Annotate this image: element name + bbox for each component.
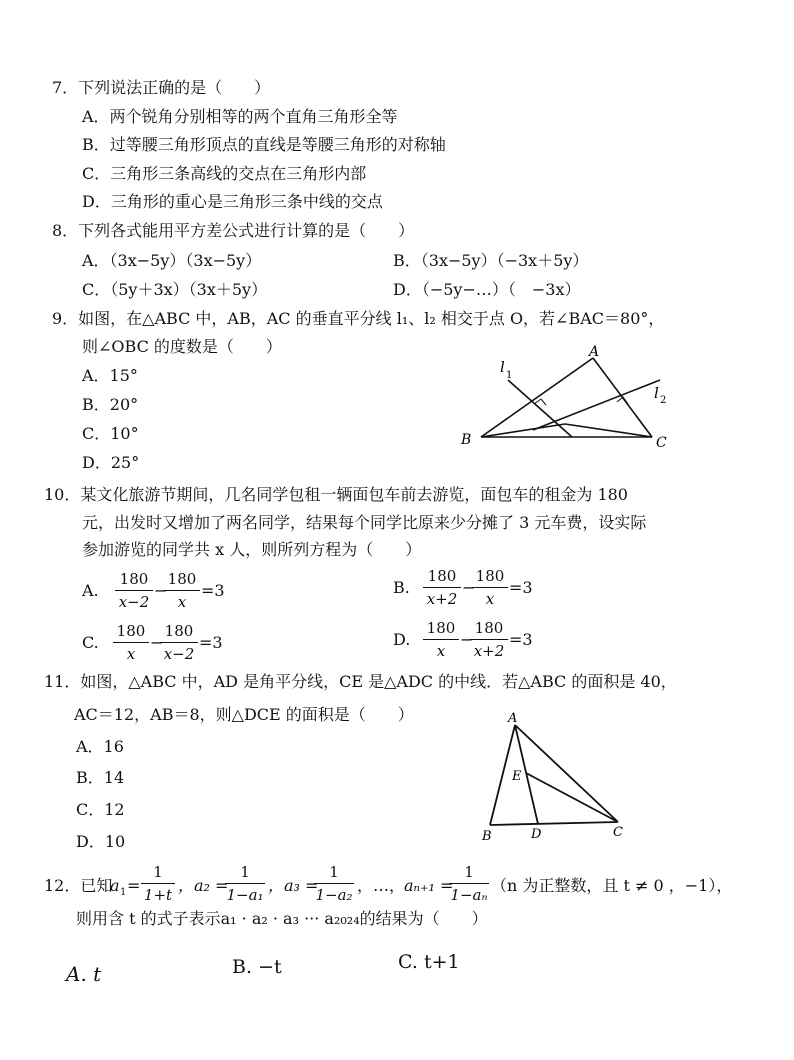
minus: − (460, 630, 474, 649)
q7-option-d[interactable]: D．三角形的重心是三角形三条中线的交点 (82, 192, 383, 211)
q11-label-c: C (613, 825, 623, 840)
q11-option-c[interactable]: C．12 (76, 800, 125, 819)
denominator: x+2 (426, 590, 458, 608)
q12-dots: ，…， (357, 876, 406, 895)
q12-a3-label: ，a₃ = (268, 876, 319, 895)
q8-option-a[interactable]: A．（3x−5y）（3x−5y） (82, 251, 262, 270)
q12-a2-label: ，a₂ = (178, 876, 229, 895)
q12-a1-sub: 1 (120, 887, 127, 898)
denominator: x−2 (118, 593, 150, 611)
numerator: 180 (426, 619, 456, 637)
rhs: =3 (509, 578, 533, 597)
q9-option-a[interactable]: A．15° (82, 366, 138, 385)
q9-label-a: A (589, 344, 600, 360)
q11-option-b[interactable]: B．14 (76, 768, 125, 787)
denominator: x+2 (473, 642, 505, 660)
q10-a-frac2 (164, 569, 200, 611)
q10-stem-line2: 元，出发时又增加了两名同学，结果每个同学比原来少分摊了 3 元车费，设实际 (82, 513, 647, 532)
denominator: x (126, 645, 136, 663)
q9-label-c: C (656, 435, 667, 451)
q12-frac-a3 (314, 862, 354, 906)
minus: − (150, 633, 164, 652)
q10-a-label: A. (82, 581, 99, 600)
q9-label-l2-sub: 2 (660, 395, 667, 406)
q9-stem-line2: 则∠OBC 的度数是（ ） (82, 337, 282, 356)
q12-frac-a1 (141, 862, 175, 906)
q12-option-c[interactable]: C. t+1 (398, 951, 460, 973)
q9-option-b[interactable]: B．20° (82, 395, 139, 414)
minus: − (462, 578, 476, 597)
q12-condition: （n 为正整数，且 t ≠ 0 ，−1）， (491, 876, 733, 895)
numerator: 180 (116, 622, 146, 640)
numerator: 180 (119, 570, 149, 588)
numerator: 180 (427, 567, 457, 585)
q12-eq: = (127, 876, 141, 895)
q12-frac-an (449, 862, 489, 906)
numerator: 1 (464, 863, 474, 881)
q11-option-d[interactable]: D．10 (76, 832, 126, 851)
q9-label-l2: l (654, 384, 659, 402)
q11-stem-line1: 11．如图，△ABC 中，AD 是角平分线，CE 是△ADC 的中线．若△ABC 的面积是 40， (44, 672, 677, 691)
q11-option-a[interactable]: A．16 (76, 737, 124, 756)
denominator: 1+t (143, 886, 173, 904)
q10-b-frac1 (423, 566, 461, 608)
q7-option-a[interactable]: A．两个锐角分别相等的两个直角三角形全等 (82, 107, 398, 126)
numerator: 180 (164, 622, 194, 640)
q8-option-b[interactable]: B．（3x−5y）（−3x＋5y） (393, 251, 589, 270)
q12-option-a[interactable]: A. t (66, 962, 102, 986)
denominator: x (485, 590, 495, 608)
q10-c-label: C. (82, 633, 99, 652)
q8-option-c[interactable]: C．（5y＋3x）（3x＋5y） (82, 280, 268, 299)
q11-label-a: A (508, 711, 518, 726)
q10-b-frac2 (472, 566, 508, 608)
numerator: 1 (153, 863, 163, 881)
denominator: x−2 (163, 645, 195, 663)
q9-label-l1-sub: 1 (506, 370, 513, 381)
q9-option-c[interactable]: C．10° (82, 424, 139, 443)
q10-d-label: D. (393, 630, 411, 649)
q8-option-d[interactable]: D．（−5y−…）（ −3x） (393, 280, 581, 299)
q11-label-e: E (512, 769, 522, 784)
q12-frac-a2 (225, 862, 265, 906)
q7-option-b[interactable]: B．过等腰三角形顶点的直线是等腰三角形的对称轴 (82, 135, 446, 154)
denominator: x (177, 593, 187, 611)
q12-stem-line2: 则用含 t 的式子表示a₁ · a₂ · a₃ ··· a₂₀₂₄的结果为（ ） (76, 909, 488, 928)
denominator: 1−aₙ (450, 886, 488, 904)
q9-option-d[interactable]: D．25° (82, 453, 140, 472)
denominator: 1−a₂ (315, 886, 353, 904)
rhs: =3 (199, 633, 223, 652)
q10-b-label: B. (393, 578, 410, 597)
q12-prefix: 12．已知 (44, 876, 113, 895)
numerator: 1 (329, 863, 339, 881)
q10-d-frac2 (470, 618, 508, 660)
q11-stem-line2: AC＝12，AB＝8，则△DCE 的面积是（ ） (74, 705, 414, 724)
q12-an-label: aₙ₊₁ = (404, 876, 454, 895)
q9-stem-line1: 9．如图，在△ABC 中，AB，AC 的垂直平分线 l₁、l₂ 相交于点 O，若∠BAC＝80°， (52, 309, 665, 328)
q10-c-frac1 (113, 621, 149, 663)
q12-a1: a (110, 876, 120, 895)
q10-c-frac2 (160, 621, 198, 663)
denominator: 1−a₁ (226, 886, 264, 904)
numerator: 180 (475, 567, 505, 585)
minus: − (154, 581, 168, 600)
q11-label-d: D (531, 827, 542, 842)
q12-option-b[interactable]: B. −t (232, 956, 282, 978)
q9-label-l1: l (500, 358, 505, 376)
rhs: =3 (509, 630, 533, 649)
numerator: 180 (474, 619, 504, 637)
rhs: =3 (201, 581, 225, 600)
q10-d-frac1 (423, 618, 459, 660)
q10-stem-line3: 参加游览的同学共 x 人，则所列方程为（ ） (82, 540, 422, 559)
q10-stem-line1: 10．某文化旅游节期间，几名同学包租一辆面包车前去游览，面包车的租金为 180 (44, 485, 628, 504)
numerator: 180 (167, 570, 197, 588)
numerator: 1 (240, 863, 250, 881)
q10-a-frac1 (115, 569, 153, 611)
q7-stem: 7．下列说法正确的是（ ） (52, 78, 271, 97)
q11-label-b: B (482, 829, 492, 844)
q7-option-c[interactable]: C．三角形三条高线的交点在三角形内部 (82, 164, 367, 183)
q8-stem: 8．下列各式能用平方差公式进行计算的是（ ） (52, 221, 415, 240)
denominator: x (436, 642, 446, 660)
q9-label-b: B (461, 432, 472, 448)
